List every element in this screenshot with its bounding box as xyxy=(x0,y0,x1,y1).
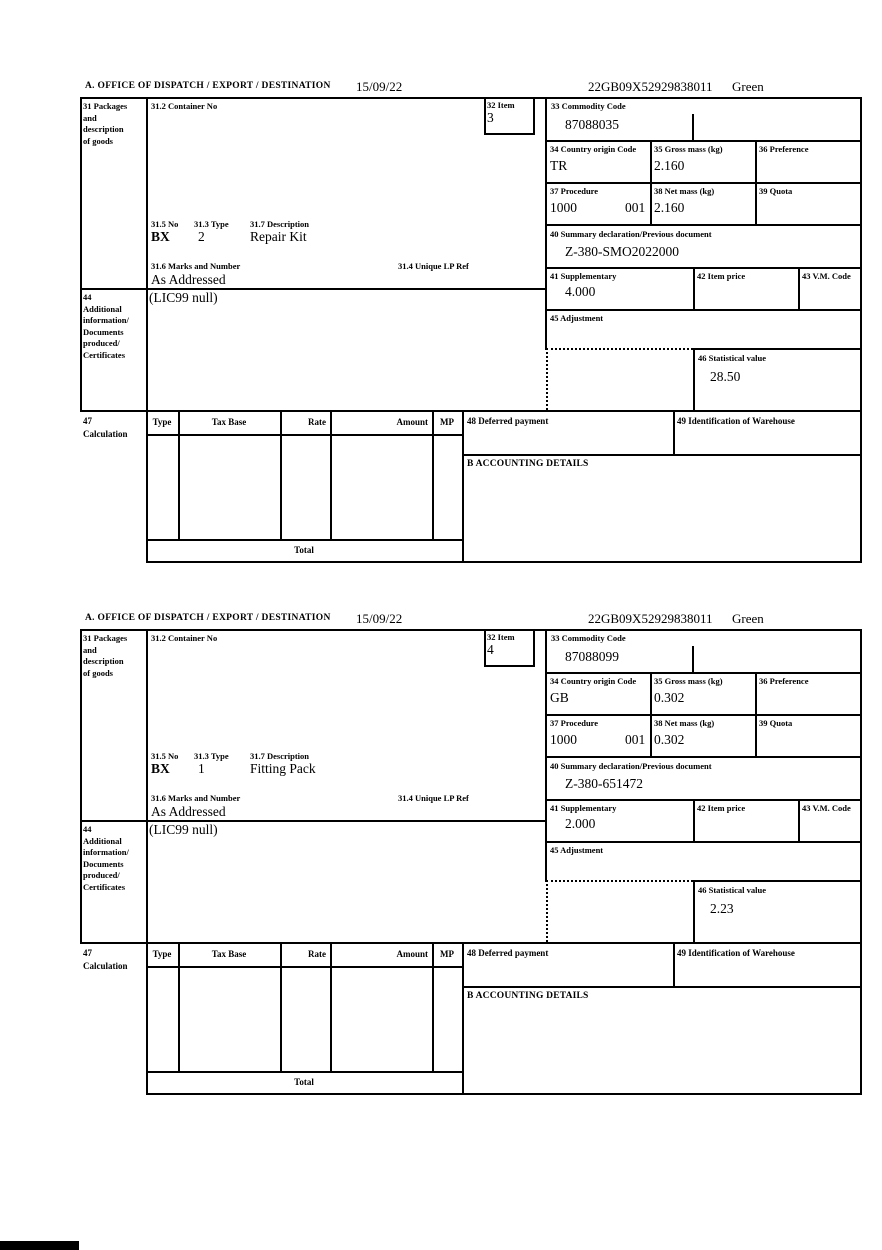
statvalue-top-border xyxy=(693,880,862,882)
previous-document-label: 40 Summary declaration/Previous document xyxy=(550,761,712,771)
commodity-code-value: 87088099 xyxy=(565,649,619,664)
mrn-value: 22GB09X52929838011 xyxy=(588,79,713,94)
item-number-label: 32 Item xyxy=(487,100,515,110)
statistical-value-label: 46 Statistical value xyxy=(698,885,766,895)
net-mass-label: 38 Net mass (kg) xyxy=(654,186,715,196)
item32-box-left-border xyxy=(484,97,486,135)
box-bottom-border xyxy=(146,561,862,563)
procedure-label: 37 Procedure xyxy=(550,718,599,728)
gross-mass-label: 35 Gross mass (kg) xyxy=(654,676,723,686)
table-header-type: Type xyxy=(152,949,172,959)
box-left-border xyxy=(80,629,82,944)
rate-amount-divider xyxy=(330,942,332,1073)
net-mass-value: 2.160 xyxy=(654,200,685,215)
box44-label xyxy=(83,824,129,893)
item32-box-right-border xyxy=(533,97,535,135)
supplementary-value: 4.000 xyxy=(565,284,596,299)
box44-label xyxy=(83,292,129,361)
supplementary-row-border xyxy=(545,309,862,311)
deferred-payment-label: 48 Deferred payment xyxy=(467,416,549,426)
declaration-date: 15/09/22 xyxy=(356,611,403,626)
calculation-label xyxy=(83,415,128,441)
item32-box-right-border xyxy=(533,629,535,667)
statistical-value: 2.23 xyxy=(710,901,734,916)
previous-document-value: Z-380-SMO2022000 xyxy=(565,244,679,259)
warehouse-id-label: 49 Identification of Warehouse xyxy=(677,948,795,958)
table-header-mp: MP xyxy=(440,949,454,959)
box31-label-line: and xyxy=(83,644,97,655)
quota-label: 39 Quota xyxy=(759,186,793,196)
adjustment-label: 45 Adjustment xyxy=(550,845,604,855)
box44-label-line: Additional xyxy=(83,303,122,314)
item32-box-bottom-border xyxy=(484,133,535,135)
taxbase-rate-divider xyxy=(280,410,282,541)
container-no-label: 31.2 Container No xyxy=(151,633,218,643)
vm-code-label: 43 V.M. Code xyxy=(802,271,851,281)
marks-label: 31.6 Marks and Number xyxy=(151,261,241,271)
packages-description-label: 31.7 Description xyxy=(250,219,310,229)
box-bottom-border xyxy=(146,1093,862,1095)
table-header-border xyxy=(146,434,464,436)
routing-status: Green xyxy=(732,611,764,626)
quota-label: 39 Quota xyxy=(759,718,793,728)
packages-no-label: 31.5 No xyxy=(151,219,179,229)
table-header-border xyxy=(146,966,464,968)
procedure-row-border xyxy=(545,224,862,226)
commodity-code-label: 33 Commodity Code xyxy=(551,101,626,111)
item-price-label: 42 Item price xyxy=(697,271,746,281)
supplementary-itemprice-divider xyxy=(693,799,695,843)
item-number-value: 4 xyxy=(487,642,494,657)
box31-label-line: description xyxy=(83,656,124,666)
marks-value: As Addressed xyxy=(151,272,226,287)
right-column-divider xyxy=(545,629,547,882)
deferred-warehouse-divider xyxy=(673,410,675,456)
box31-label-line: of goods xyxy=(83,135,113,146)
table-header-type: Type xyxy=(152,417,172,427)
packages-no-value: BX xyxy=(151,761,170,776)
previous-document-label: 40 Summary declaration/Previous document xyxy=(550,229,712,239)
packages-type-value: 2 xyxy=(198,229,205,244)
calculation-label-line: 47 xyxy=(83,948,92,958)
commodity-code-divider xyxy=(692,646,694,674)
supplementary-label: 41 Supplementary xyxy=(550,803,617,813)
box31-label-line: and xyxy=(83,112,97,123)
procedure-row-border xyxy=(545,756,862,758)
procedure-value: 1000 xyxy=(550,200,577,215)
type-taxbase-divider xyxy=(178,410,180,541)
taxbase-rate-divider xyxy=(280,942,282,1073)
procedure-value: 1000 xyxy=(550,732,577,747)
table-total-label: Total xyxy=(294,545,314,555)
table-header-amount: Amount xyxy=(396,949,428,959)
gross-preference-divider xyxy=(755,140,757,226)
item32-box-left-border xyxy=(484,629,486,667)
additional-information-value: (LIC99 null) xyxy=(149,822,218,837)
dotted-left-border xyxy=(546,348,548,410)
itemprice-vmcode-divider xyxy=(798,799,800,843)
box44-label-line: Certificates xyxy=(83,881,126,892)
mrn-value: 22GB09X52929838011 xyxy=(588,611,713,626)
commodity-code-divider xyxy=(692,114,694,142)
itemprice-vmcode-divider xyxy=(798,267,800,311)
dotted-top-border xyxy=(546,880,693,882)
item-number-label: 32 Item xyxy=(487,632,515,642)
packages-type-label: 31.3 Type xyxy=(194,219,229,229)
deferred-row-border xyxy=(462,986,862,988)
table-header-mp: MP xyxy=(440,417,454,427)
lp-ref-label: 31.4 Unique LP Ref xyxy=(398,793,469,803)
statistical-value: 28.50 xyxy=(710,369,741,384)
table-right-border xyxy=(462,410,464,563)
warehouse-id-label: 49 Identification of Warehouse xyxy=(677,416,795,426)
net-mass-value: 0.302 xyxy=(654,732,685,747)
statvalue-left-border xyxy=(693,880,695,944)
supplementary-value: 2.000 xyxy=(565,816,596,831)
box44-label-line: Additional xyxy=(83,835,122,846)
calculation-top-border xyxy=(80,942,862,944)
box44-label-line: 44 xyxy=(83,292,92,302)
label-column-divider xyxy=(146,97,148,563)
rate-amount-divider xyxy=(330,410,332,541)
deferred-warehouse-divider xyxy=(673,942,675,988)
table-header-tax-base: Tax Base xyxy=(211,417,247,427)
box44-label-line: 44 xyxy=(83,824,92,834)
container-no-label: 31.2 Container No xyxy=(151,101,218,111)
commodity-code-label: 33 Commodity Code xyxy=(551,633,626,643)
box44-label-line: produced/ xyxy=(83,870,120,880)
type-taxbase-divider xyxy=(178,942,180,1073)
country-origin-value: TR xyxy=(550,158,568,173)
routing-status: Green xyxy=(732,79,764,94)
gross-preference-divider xyxy=(755,672,757,758)
packages-no-label: 31.5 No xyxy=(151,751,179,761)
commodity-row-border xyxy=(545,672,862,674)
box-top-border xyxy=(80,97,862,99)
country-origin-value: GB xyxy=(550,690,569,705)
origin-row-border xyxy=(545,182,862,184)
adjustment-label: 45 Adjustment xyxy=(550,313,604,323)
origin-gross-divider xyxy=(650,140,652,226)
box44-label-line: Documents xyxy=(83,858,124,869)
statistical-value-label: 46 Statistical value xyxy=(698,353,766,363)
packages-description-value: Repair Kit xyxy=(250,229,307,244)
item32-box-bottom-border xyxy=(484,665,535,667)
previous-document-value: Z-380-651472 xyxy=(565,776,643,791)
table-body-bottom-border xyxy=(146,539,464,541)
gross-mass-value: 2.160 xyxy=(654,158,685,173)
item-price-label: 42 Item price xyxy=(697,803,746,813)
box31-label-line: 31 Packages xyxy=(83,101,128,111)
box31-label xyxy=(83,633,127,679)
accounting-details-label: B ACCOUNTING DETAILS xyxy=(467,459,589,469)
box44-label-line: Documents xyxy=(83,326,124,337)
country-origin-label: 34 Country origin Code xyxy=(550,676,637,686)
page-edge-artifact xyxy=(0,1241,79,1250)
box-right-border xyxy=(860,629,862,1095)
vm-code-label: 43 V.M. Code xyxy=(802,803,851,813)
preference-label: 36 Preference xyxy=(759,676,809,686)
box31-label-line: description xyxy=(83,124,124,134)
preference-label: 36 Preference xyxy=(759,144,809,154)
additional-information-value: (LIC99 null) xyxy=(149,290,218,305)
statvalue-left-border xyxy=(693,348,695,412)
marks-value: As Addressed xyxy=(151,804,226,819)
accounting-details-label: B ACCOUNTING DETAILS xyxy=(467,991,589,1001)
packages-type-label: 31.3 Type xyxy=(194,751,229,761)
box-top-border xyxy=(80,629,862,631)
lp-ref-label: 31.4 Unique LP Ref xyxy=(398,261,469,271)
origin-gross-divider xyxy=(650,672,652,758)
declaration-item-section-2 xyxy=(80,610,864,1098)
packages-description-label: 31.7 Description xyxy=(250,751,310,761)
net-mass-label: 38 Net mass (kg) xyxy=(654,718,715,728)
box44-label-line: information/ xyxy=(83,847,129,857)
deferred-row-border xyxy=(462,454,862,456)
box31-label-line: 31 Packages xyxy=(83,633,128,643)
box31-label xyxy=(83,101,127,147)
gross-mass-value: 0.302 xyxy=(654,690,685,705)
dotted-top-border xyxy=(546,348,693,350)
origin-row-border xyxy=(545,714,862,716)
right-column-divider xyxy=(545,97,547,350)
declaration-item-section-1 xyxy=(80,78,864,566)
packages-no-value: BX xyxy=(151,229,170,244)
box44-label-line: information/ xyxy=(83,315,129,325)
table-header-rate: Rate xyxy=(308,417,326,427)
gross-mass-label: 35 Gross mass (kg) xyxy=(654,144,723,154)
supplementary-row-border xyxy=(545,841,862,843)
supplementary-label: 41 Supplementary xyxy=(550,271,617,281)
commodity-row-border xyxy=(545,140,862,142)
box-right-border xyxy=(860,97,862,563)
amount-mp-divider xyxy=(432,942,434,1073)
calculation-label-line: Calculation xyxy=(83,429,128,439)
packages-description-value: Fitting Pack xyxy=(250,761,316,776)
statvalue-top-border xyxy=(693,348,862,350)
marks-label: 31.6 Marks and Number xyxy=(151,793,241,803)
box44-label-line: Certificates xyxy=(83,349,126,360)
commodity-code-value: 87088035 xyxy=(565,117,619,132)
table-header-amount: Amount xyxy=(396,417,428,427)
amount-mp-divider xyxy=(432,410,434,541)
procedure-extra-value: 001 xyxy=(625,200,646,215)
table-header-tax-base: Tax Base xyxy=(211,949,247,959)
box31-label-line: of goods xyxy=(83,667,113,678)
table-right-border xyxy=(462,942,464,1095)
deferred-payment-label: 48 Deferred payment xyxy=(467,948,549,958)
supplementary-itemprice-divider xyxy=(693,267,695,311)
procedure-extra-value: 001 xyxy=(625,732,646,747)
box-left-border xyxy=(80,97,82,412)
country-origin-label: 34 Country origin Code xyxy=(550,144,637,154)
box44-label-line: produced/ xyxy=(83,338,120,348)
table-header-rate: Rate xyxy=(308,949,326,959)
label-column-divider xyxy=(146,629,148,1095)
table-total-label: Total xyxy=(294,1077,314,1087)
dotted-left-border xyxy=(546,880,548,942)
item-number-value: 3 xyxy=(487,110,494,125)
office-of-dispatch-label: A. OFFICE OF DISPATCH / EXPORT / DESTINATION xyxy=(85,81,331,91)
calculation-top-border xyxy=(80,410,862,412)
prevdoc-row-border xyxy=(545,799,862,801)
calculation-label-line: 47 xyxy=(83,416,92,426)
prevdoc-row-border xyxy=(545,267,862,269)
calculation-label-line: Calculation xyxy=(83,961,128,971)
office-of-dispatch-label: A. OFFICE OF DISPATCH / EXPORT / DESTINATION xyxy=(85,613,331,623)
procedure-label: 37 Procedure xyxy=(550,186,599,196)
calculation-label xyxy=(83,947,128,973)
declaration-date: 15/09/22 xyxy=(356,79,403,94)
table-body-bottom-border xyxy=(146,1071,464,1073)
packages-type-value: 1 xyxy=(198,761,205,776)
